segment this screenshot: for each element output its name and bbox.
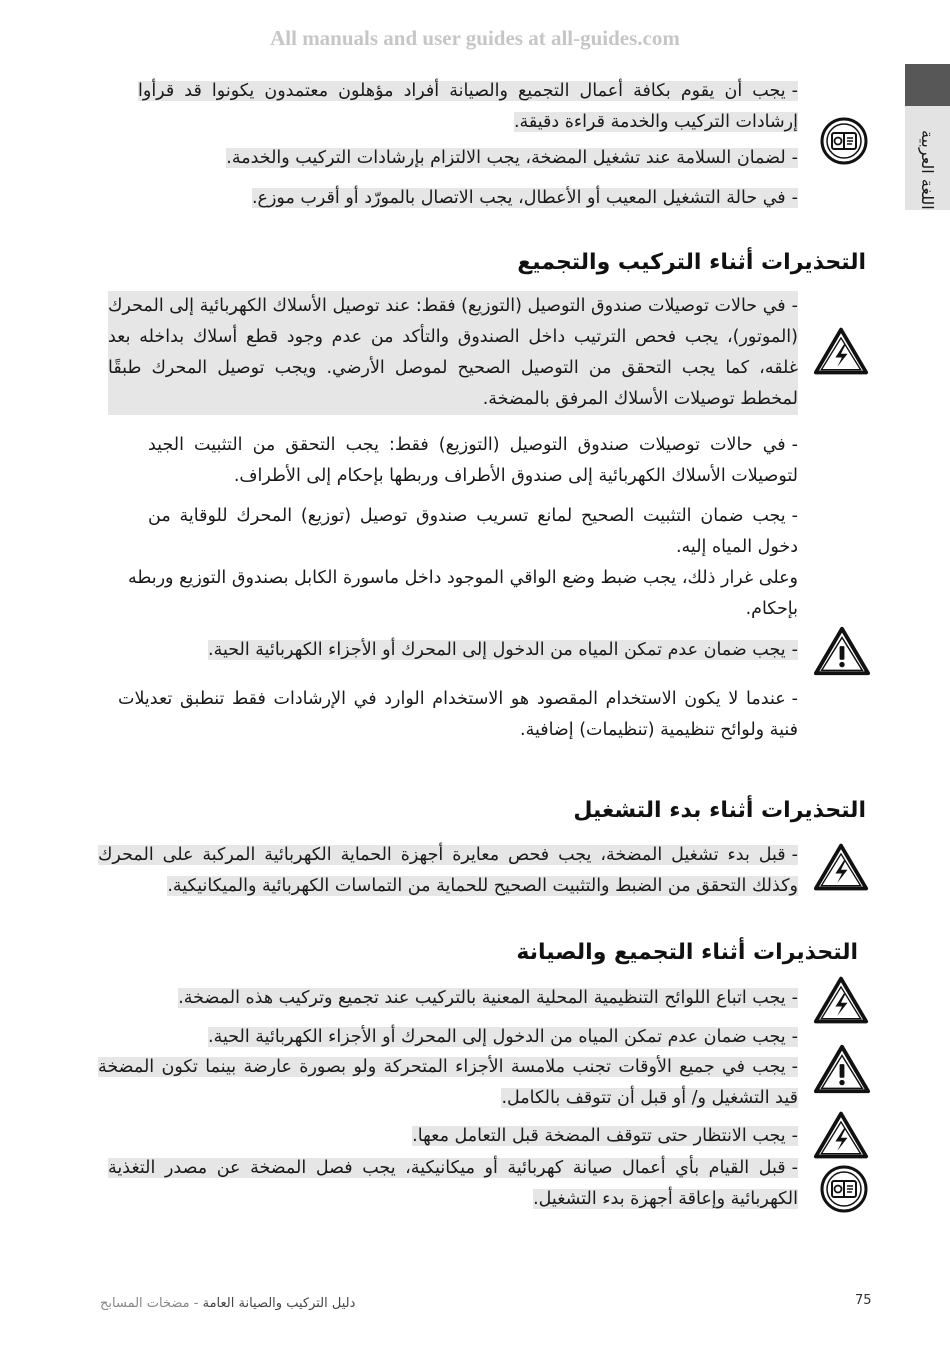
electrical-hazard-icon <box>813 1110 869 1160</box>
electrical-hazard-icon <box>813 975 869 1025</box>
install-item-2: -في حالات توصيلات صندوق التوصيل (التوزيع) فقط: يجب التحقق من التثبيت الجيد لتوصيلات الأسلاك الكهربائية إلى صندوق الأطراف وربطها بإحكام إلى الأطراف. <box>148 435 798 486</box>
install-item-1: -في حالات توصيلات صندوق التوصيل (التوزيع) فقط: عند توصيل الأسلاك الكهربائية إلى المحرك (الموتور)، يجب فحص الترتيب داخل الصندوق والتأكد من عدم وجود قطع أسلاك بداخله بعد غلقه، كما يجب التحقق من التوصيل الصحيح لموصل الأرضي. ويجب توصيل المحرك طبقًا لمخطط توصيلات الأسلاك المرفق بالمضخة. <box>108 291 798 415</box>
maintenance-heading: التحذيرات أثناء التجميع والصيانة <box>516 940 858 965</box>
install-heading: التحذيرات أثناء التركيب والتجميع <box>517 250 866 275</box>
maintenance-item-4: -يجب الانتظار حتى تتوقف المضخة قبل التعامل معها. <box>412 1126 798 1146</box>
electrical-hazard-icon <box>813 842 869 892</box>
intro-item-2: -لضمان السلامة عند تشغيل المضخة، يجب الالتزام بإرشادات التركيب والخدمة. <box>226 148 798 168</box>
general-warning-icon <box>813 1043 871 1095</box>
install-item-4: -يجب ضمان عدم تمكن المياه من الدخول إلى المحرك أو الأجزاء الكهربائية الحية. <box>208 640 798 660</box>
footer-document-title: دليل التركيب والصيانة العامة - مضخات المسابح <box>100 1296 356 1311</box>
language-side-tab <box>905 64 950 210</box>
general-warning-icon <box>813 625 871 677</box>
maintenance-item-3: -يجب في جميع الأوقات تجنب ملامسة الأجزاء المتحركة ولو بصورة عارضة بينما تكون المضخة قيد التشغيل و/ أو قبل أن تتوقف بالكامل. <box>98 1057 798 1108</box>
install-item-3: -يجب ضمان التثبيت الصحيح لمانع تسريب صندوق توصيل (توزيع) المحرك للوقاية من دخول المياه إليه. <box>148 506 798 557</box>
page-number: 75 <box>855 1293 872 1308</box>
read-manual-icon <box>819 116 869 166</box>
intro-item-3: -في حالة التشغيل المعيب أو الأعطال، يجب الاتصال بالمورّد أو أقرب موزع. <box>251 188 798 208</box>
maintenance-item-1: -يجب اتباع اللوائح التنظيمية المحلية المعنية بالتركيب عند تجميع وتركيب هذه المضخة. <box>178 988 798 1008</box>
startup-heading: التحذيرات أثناء بدء التشغيل <box>573 798 866 823</box>
maintenance-item-2: -يجب ضمان عدم تمكن المياه من الدخول إلى المحرك أو الأجزاء الكهربائية الحية. <box>208 1027 798 1047</box>
side-tab-label: اللغة العربية <box>918 130 937 210</box>
startup-item-1: -قبل بدء تشغيل المضخة، يجب فحص معايرة أجهزة الحماية الكهربائية المركبة على المحرك وكذلك التحقق من الضبط والتثبيت الصحيح للحماية من التماسات الكهربائية والميكانيكية. <box>98 845 798 896</box>
install-item-5: -عندما لا يكون الاستخدام المقصود هو الاستخدام الوارد في الإرشادات فقط تنطبق تعديلات فنية ولوائح تنظيمية (تنظيمات) إضافية. <box>118 689 798 740</box>
electrical-hazard-icon <box>813 326 869 376</box>
maintenance-item-5: -قبل القيام بأي أعمال صيانة كهربائية أو ميكانيكية، يجب فصل المضخة عن مصدر التغذية الكهربائية وإعاقة أجهزة بدء التشغيل. <box>108 1158 798 1209</box>
install-item-3-cont: وعلى غرار ذلك، يجب ضبط وضع الواقي الموجود داخل ماسورة الكابل بصندوق التوزيع وربطه بإحكام. <box>128 568 798 619</box>
intro-item-1: -يجب أن يقوم بكافة أعمال التجميع والصيانة أفراد مؤهلون معتمدون يكونوا قد قرأوا إرشادات التركيب والخدمة قراءة دقيقة. <box>138 81 798 132</box>
read-manual-icon <box>819 1164 869 1214</box>
watermark: All manuals and user guides at all-guides.com <box>270 26 680 50</box>
